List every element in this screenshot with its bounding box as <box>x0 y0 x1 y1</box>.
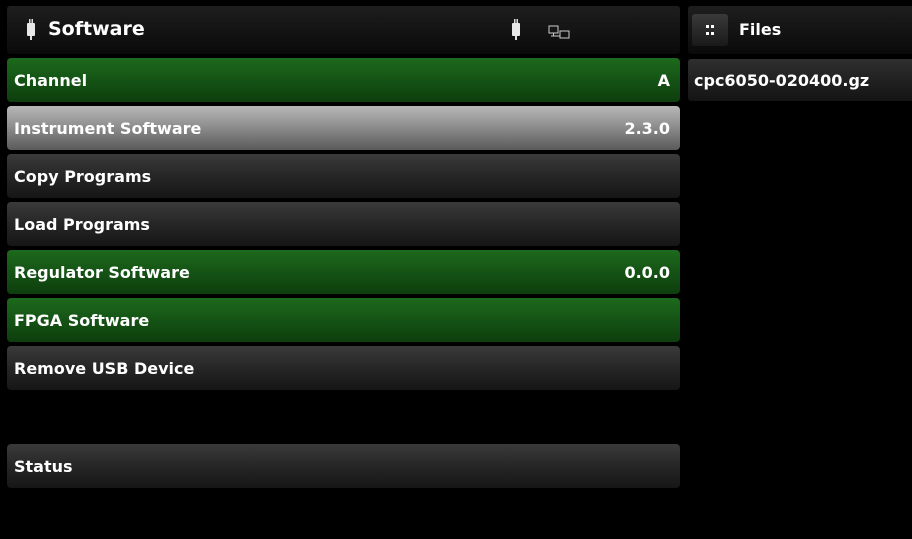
channel-value: A <box>657 71 670 90</box>
grid-menu-button[interactable] <box>692 14 728 46</box>
file-item[interactable] <box>688 59 912 101</box>
fpga-software-row[interactable] <box>7 298 680 342</box>
status-row[interactable] <box>7 444 680 488</box>
files-header <box>688 6 912 54</box>
files-title: Files <box>739 20 782 39</box>
page-title: Software <box>48 18 145 40</box>
regulator-software-value: 0.0.0 <box>624 263 670 282</box>
channel-row[interactable] <box>7 58 680 102</box>
regulator-software-row[interactable] <box>7 250 680 294</box>
usb-icon <box>26 19 36 45</box>
remove-usb-row[interactable] <box>7 346 680 390</box>
status-label: Status <box>14 457 73 476</box>
usb-icon <box>511 19 521 45</box>
regulator-software-label: Regulator Software <box>14 263 190 282</box>
copy-programs-label: Copy Programs <box>14 167 152 186</box>
file-name: cpc6050-020400.gz <box>694 71 870 90</box>
fpga-software-label: FPGA Software <box>14 311 150 330</box>
grid-icon <box>705 24 715 36</box>
network-icon <box>548 24 570 43</box>
load-programs-label: Load Programs <box>14 215 150 234</box>
load-programs-row[interactable] <box>7 202 680 246</box>
instrument-software-row[interactable] <box>7 106 680 150</box>
instrument-software-value: 2.3.0 <box>624 119 670 138</box>
channel-label: Channel <box>14 71 88 90</box>
remove-usb-label: Remove USB Device <box>14 359 195 378</box>
instrument-software-label: Instrument Software <box>14 119 202 138</box>
copy-programs-row[interactable] <box>7 154 680 198</box>
header-bar <box>7 6 680 54</box>
